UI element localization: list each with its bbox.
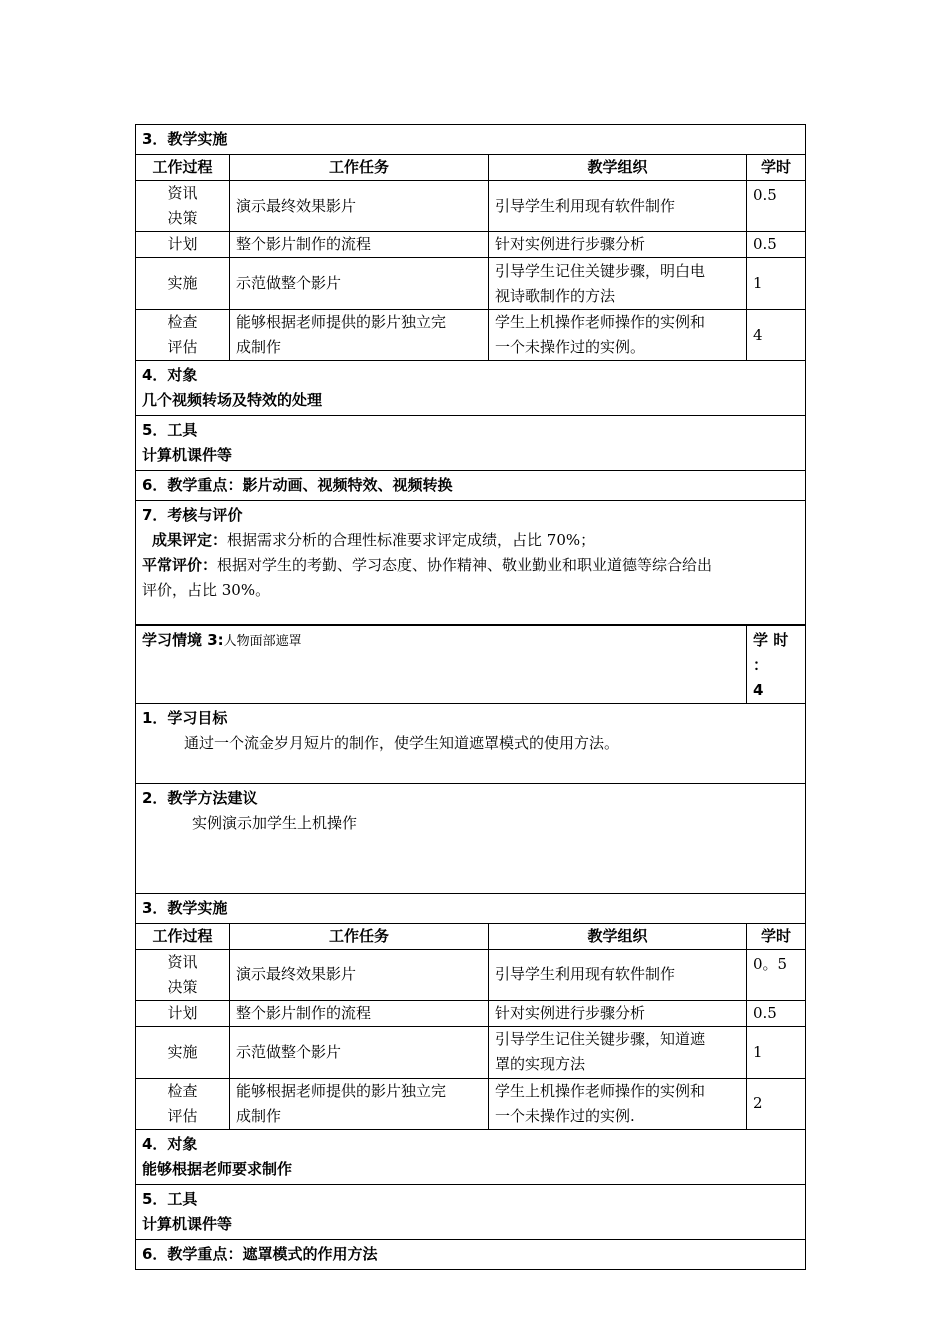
task-cell: 示范做整个影片: [230, 1026, 489, 1078]
task-cell: 能够根据老师提供的影片独立完 成制作: [230, 1078, 489, 1129]
task-cell: 演示最终效果影片: [230, 181, 489, 232]
table-row: [136, 1026, 806, 1078]
header-organization: 教学组织: [489, 155, 747, 181]
situation-header: [136, 625, 747, 704]
section-5-title: 5．工具: [142, 1189, 198, 1208]
section-4-title: 4．对象: [142, 1134, 198, 1153]
section-4-2: [136, 1129, 806, 1184]
org-cell: 引导学生记住关键步骤，明白电 视诗歌制作的方法: [489, 258, 747, 310]
org-cell: 引导学生利用现有软件制作: [489, 181, 747, 232]
hours-cell: 2: [747, 1078, 806, 1129]
hours-cell: 0。5: [747, 949, 806, 1000]
process-cell: 资讯 决策: [136, 949, 230, 1000]
section-1: [136, 703, 806, 783]
teaching-plan-table: [135, 124, 806, 1270]
section-2: [136, 783, 806, 893]
process-cell: 检查 评估: [136, 1078, 230, 1129]
hours-cell: 0.5: [747, 1000, 806, 1026]
result-evaluation: 成果评定：根据需求分析的合理性标准要求评定成绩，占比 70%；: [152, 531, 596, 549]
section-5-2: [136, 1184, 806, 1239]
table-row: [136, 232, 806, 258]
header-process: 工作过程: [136, 923, 230, 949]
org-cell: 学生上机操作老师操作的实例和 一个未操作过的实例.: [489, 1078, 747, 1129]
situation-title: 人物面部遮罩: [223, 633, 302, 649]
course-document: [135, 124, 805, 1270]
task-cell: 能够根据老师提供的影片独立完 成制作: [230, 310, 489, 361]
header-task: 工作任务: [230, 923, 489, 949]
section-1-body: 通过一个流金岁月短片的制作，使学生知道遮罩模式的使用方法。: [184, 733, 620, 752]
section-7-title: 7．考核与评价: [142, 506, 243, 524]
process-cell: 检查 评估: [136, 310, 230, 361]
section-6: 6．教学重点：影片动画、视频特效、视频转换: [136, 471, 806, 501]
hours-value: 4: [753, 680, 764, 699]
section-7: [136, 501, 806, 625]
org-cell: 引导学生利用现有软件制作: [489, 949, 747, 1000]
table-row: [136, 1078, 806, 1129]
section-4-body: 能够根据老师要求制作: [142, 1159, 293, 1178]
header-hours: 学时: [747, 923, 806, 949]
hours-cell: 1: [747, 1026, 806, 1078]
process-cell: 实施: [136, 258, 230, 310]
process-cell: 资讯 决策: [136, 181, 230, 232]
process-cell: 实施: [136, 1026, 230, 1078]
usual-evaluation: 平常评价：根据对学生的考勤、学习态度、协作精神、敬业勤业和职业道德等综合给出: [142, 556, 713, 574]
process-cell: 计划: [136, 1000, 230, 1026]
task-cell: 示范做整个影片: [230, 258, 489, 310]
situation-label: 学习情境 3:: [142, 630, 224, 649]
section-5: [136, 416, 806, 471]
task-cell: 整个影片制作的流程: [230, 1000, 489, 1026]
section-4: [136, 361, 806, 416]
usual-evaluation-cont: 评价，占比 30%。: [142, 581, 271, 599]
table-row: [136, 258, 806, 310]
section-2-title: 2．教学方法建议: [142, 788, 258, 807]
header-task: 工作任务: [230, 155, 489, 181]
section-4-body: 几个视频转场及特效的处理: [142, 391, 323, 409]
section-1-title: 1．学习目标: [142, 708, 228, 727]
section-3-title: 3．教学实施: [136, 125, 806, 155]
section-5-body: 计算机课件等: [142, 1214, 233, 1233]
section-5-body: 计算机课件等: [142, 446, 233, 464]
hours-label: 学 时 ：: [753, 630, 789, 674]
header-hours: 学时: [747, 155, 806, 181]
org-cell: 针对实例进行步骤分析: [489, 1000, 747, 1026]
section-3-title-2: 3．教学实施: [136, 893, 806, 923]
section-4-title: 4．对象: [142, 366, 198, 384]
process-cell: 计划: [136, 232, 230, 258]
section-6-2: 6．教学重点：遮罩模式的作用方法: [136, 1239, 806, 1269]
table-row: [136, 949, 806, 1000]
task-cell: 整个影片制作的流程: [230, 232, 489, 258]
hours-cell: 4: [747, 310, 806, 361]
situation-hours: [747, 625, 806, 704]
table-row: [136, 310, 806, 361]
header-organization: 教学组织: [489, 923, 747, 949]
section-5-title: 5．工具: [142, 421, 198, 439]
hours-cell: 1: [747, 258, 806, 310]
org-cell: 针对实例进行步骤分析: [489, 232, 747, 258]
section-2-body: 实例演示加学生上机操作: [192, 813, 358, 832]
table-row: [136, 1000, 806, 1026]
table-row: [136, 181, 806, 232]
org-cell: 学生上机操作老师操作的实例和 一个未操作过的实例。: [489, 310, 747, 361]
hours-cell: 0.5: [747, 232, 806, 258]
task-cell: 演示最终效果影片: [230, 949, 489, 1000]
org-cell: 引导学生记住关键步骤，知道遮 罩的实现方法: [489, 1026, 747, 1078]
hours-cell: 0.5: [747, 181, 806, 232]
header-process: 工作过程: [136, 155, 230, 181]
